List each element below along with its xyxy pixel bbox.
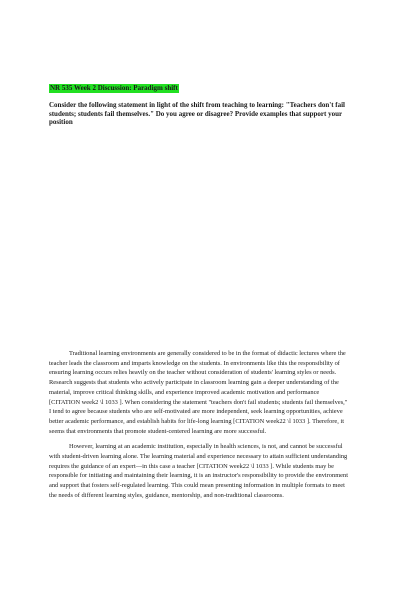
document-heading: NR 535 Week 2 Discussion: Paradigm shift bbox=[50, 84, 178, 92]
document-body bbox=[49, 349, 351, 507]
body-paragraph-1: Traditional learning environments are generally considered to be in the format of didactic lectures where the teacher leads the classroom and imparts knowledge on the students. In environments like this the responsibility of ensuring learning occurs relies heavily on the teacher without consideration of students' learning styles or needs. Research suggests that students who actively participate in classroom learning gain a deeper understanding of the material, improve critical thinking skills, and experience improved academic motivation and performance [CITATION week2 \l 1033 ]. When considering the statement "teachers don't fail students; students fail themselves," I tend to agree because students who are self-motivated are more independent, seek learning opportunities, achieve better academic performance, and establish habits for life-long learning [CITATION week22 \l 1033 ]. Therefore, it seems that environments that promote student-centered learning are more successful. bbox=[49, 350, 348, 435]
body-paragraph-2: However, learning at an academic institution, especially in health sciences, is not, and cannot be successful with student-driven learning alone. The learning material and experience necessary to attain sufficient understanding requires the guidance of an expert—in this case a teacher [CITATION week22 \l 1033 ]. While students may be responsible for initiating and maintaining their learning, it is an instructor's responsibility to provide the environment and support that fosters self-regulated learning. This could mean presenting information in multiple formats to meet the needs of different learning styles, guidance, mentorship, and non-traditional classrooms. bbox=[49, 443, 348, 499]
discussion-prompt: Consider the following statement in light of the shift from teaching to learning: "Teachers don't fail students; students fail themselves." Do you agree or disagree? Provide examples that support your position bbox=[49, 101, 345, 126]
